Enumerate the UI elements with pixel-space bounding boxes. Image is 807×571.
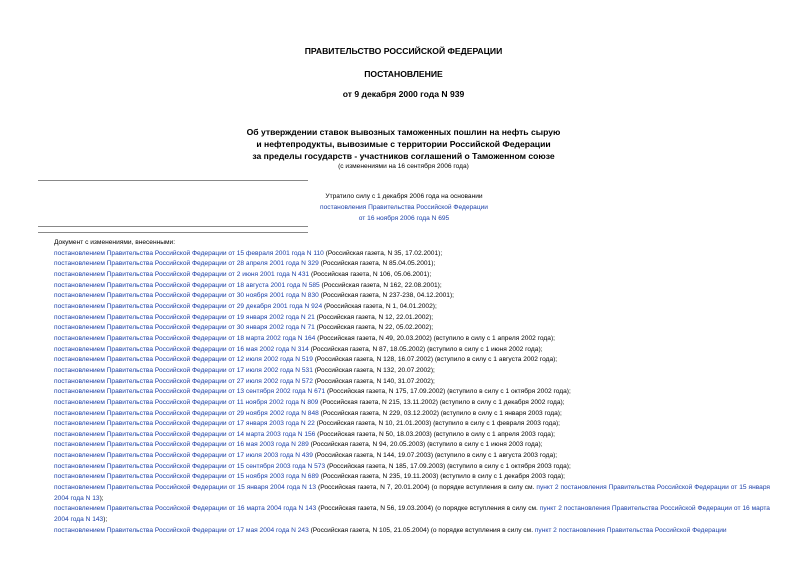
amendment-row: [38, 345, 770, 356]
amendment-tail: );: [103, 516, 108, 524]
amendment-source: (Российская газета, N 215, 13.11.2002) (вступило в силу с 1 декабря 2002 года);: [318, 398, 565, 406]
title-line-1: Об утверждении ставок вывозных таможенных пошлин на нефть сырую: [246, 127, 561, 137]
amendment-row: [38, 472, 770, 483]
amendment-link[interactable]: постановлением Правительства Российской Федерации от 17 июля 2002 года N 531: [54, 366, 313, 374]
amendment-row: [38, 430, 770, 441]
amendment-source: (Российская газета, N 49, 20.03.2002) (вступило в силу с 1 апреля 2002 года);: [315, 334, 555, 342]
amendment-link[interactable]: постановлением Правительства Российской Федерации от 27 июля 2002 года N 572: [54, 377, 313, 385]
amendment-row: [38, 398, 770, 409]
amendment-source: (Российская газета, N 12, 22.01.2002);: [314, 313, 434, 321]
doc-type-heading: ПОСТАНОВЛЕНИЕ: [364, 69, 443, 79]
amendment-clause-link[interactable]: пункт 2 постановления Правительства Российской Федерации от 15 января 2004 года N 13: [54, 484, 770, 502]
amendment-source: (Российская газета, N 87, 18.05.2002) (вступило в силу с 1 июня 2002 года);: [308, 345, 543, 353]
amendment-link[interactable]: постановлением Правительства Российской Федерации от 18 августа 2001 года N 585: [54, 281, 320, 289]
amendment-link[interactable]: постановлением Правительства Российской Федерации от 15 января 2004 года N 13: [54, 484, 317, 492]
amended-note: (с изменениями на 16 сентября 2006 года): [338, 163, 469, 170]
amendment-source: (Российская газета, N 162, 22.08.2001);: [319, 281, 442, 289]
amendment-clause-link[interactable]: пункт 2 постановления Правительства Российской Федерации: [534, 526, 727, 534]
amendment-row: [38, 366, 770, 377]
amendment-row: [38, 451, 770, 462]
amendment-link[interactable]: постановлением Правительства Российской Федерации от 13 сентября 2002 года N 671: [54, 388, 326, 396]
amendment-row: [38, 291, 770, 302]
amendment-source: (Российская газета, N 237-238, 04.12.2001);: [318, 292, 454, 300]
amendment-source: (Российская газета, N 229, 03.12.2002) (вступило в силу с 1 января 2003 года);: [318, 409, 562, 417]
amendment-link[interactable]: постановлением Правительства Российской Федерации от 30 января 2002 года N 71: [54, 324, 315, 332]
amendment-source: (Российская газета, N 140, 31.07.2002);: [312, 377, 435, 385]
changes-intro: Документ с изменениями, внесенными:: [54, 239, 176, 246]
amendment-link[interactable]: постановлением Правительства Российской Федерации от 29 ноября 2002 года N 848: [54, 409, 319, 417]
amendment-source: (Российская газета, N 7, 20.01.2004) (о порядке вступления в силу см.: [316, 484, 537, 492]
amendment-row: [38, 323, 770, 334]
amendment-row: [38, 387, 770, 398]
lost-force-link-line-1[interactable]: постановления Правительства Российской Федерации: [320, 204, 488, 211]
amendment-source: (Российская газета, N 106, 05.06.2001);: [309, 270, 432, 278]
amendment-source: (Российская газета, N 1, 04.01.2002);: [322, 302, 437, 310]
divider-middle-1: [38, 226, 308, 227]
amendment-link[interactable]: постановлением Правительства Российской Федерации от 16 мая 2003 года N 289: [54, 441, 309, 449]
amendment-source: (Российская газета, N 132, 20.07.2002);: [312, 366, 435, 374]
amendment-link[interactable]: постановлением Правительства Российской Федерации от 29 декабря 2001 года N 924: [54, 302, 323, 310]
lost-force-text: Утратило силу с 1 декабря 2006 года на основании: [325, 193, 483, 200]
amendment-row: [38, 259, 770, 270]
changes-list: [38, 238, 770, 536]
amendment-link[interactable]: постановлением Правительства Российской Федерации от 19 января 2002 года N 21: [54, 313, 315, 321]
amendment-row: [38, 526, 770, 537]
amendment-link[interactable]: постановлением Правительства Российской Федерации от 28 апреля 2001 года N 329: [54, 260, 319, 268]
amendment-link[interactable]: постановлением Правительства Российской Федерации от 15 ноября 2003 года N 689: [54, 473, 319, 481]
authority-heading: ПРАВИТЕЛЬСТВО РОССИЙСКОЙ ФЕДЕРАЦИИ: [304, 46, 503, 56]
date-number-heading: от 9 декабря 2000 года N 939: [342, 89, 465, 99]
divider-middle-2: [38, 232, 308, 233]
amendment-row: [38, 462, 770, 473]
amendment-row: [38, 355, 770, 366]
amendment-link[interactable]: постановлением Правительства Российской Федерации от 15 сентября 2003 года N 573: [54, 462, 326, 470]
amendment-source: (Российская газета, N 235, 19.11.2003) (вступило в силу с 1 декабря 2003 года);: [318, 473, 566, 481]
lost-force-note: [300, 191, 508, 224]
amendment-link[interactable]: постановлением Правительства Российской Федерации от 18 марта 2002 года N 164: [54, 334, 316, 342]
amendment-link[interactable]: постановлением Правительства Российской Федерации от 30 ноября 2001 года N 830: [54, 292, 319, 300]
document-title: [0, 126, 807, 162]
amendment-row: [38, 409, 770, 420]
changes-items: [38, 249, 770, 537]
amendment-row: [38, 419, 770, 430]
amendment-source: (Российская газета, N 85.04.05.2001);: [318, 260, 436, 268]
amendment-source: (Российская газета, N 22, 05.02.2002);: [314, 324, 434, 332]
amendment-source: (Российская газета, N 175, 17.09.2002) (вступило в силу с 1 октября 2002 года);: [325, 388, 571, 396]
amendment-link[interactable]: постановлением Правительства Российской Федерации от 16 мая 2002 года N 314: [54, 345, 309, 353]
amendment-source: (Российская газета, N 128, 16.07.2002) (вступило в силу с 1 августа 2002 года);: [312, 356, 558, 364]
amendment-row: [38, 483, 770, 504]
amendment-source: (Российская газета, N 10, 21.01.2003) (вступило в силу с 1 февраля 2003 года);: [314, 420, 561, 428]
amendment-clause-link[interactable]: пункт 2 постановления Правительства Российской Федерации от 16 марта 2004 года N 143: [54, 505, 770, 524]
amendment-row: [38, 249, 770, 260]
amendment-source: (Российская газета, N 56, 19.03.2004) (о порядке вступления в силу см.: [316, 505, 540, 513]
amendment-source: (Российская газета, N 144, 19.07.2003) (вступило в силу с 1 августа 2003 года);: [312, 452, 558, 460]
amendment-row: [38, 377, 770, 388]
amendment-link[interactable]: постановлением Правительства Российской Федерации от 16 марта 2004 года N 143: [54, 505, 317, 513]
amendment-row: [38, 270, 770, 281]
amendment-row: [38, 302, 770, 313]
amendment-source: (Российская газета, N 105, 21.05.2004) (о порядке вступления в силу см.: [308, 526, 535, 534]
amendment-link[interactable]: постановлением Правительства Российской Федерации от 11 ноября 2002 года N 809: [54, 398, 319, 406]
amendment-row: [38, 504, 770, 525]
amendment-row: [38, 281, 770, 292]
amendment-link[interactable]: постановлением Правительства Российской Федерации от 15 февраля 2001 года N 110: [54, 249, 324, 257]
amendment-link[interactable]: постановлением Правительства Российской Федерации от 14 марта 2003 года N 156: [54, 430, 316, 438]
amendment-link[interactable]: постановлением Правительства Российской Федерации от 12 июля 2002 года N 519: [54, 356, 313, 364]
amendment-link[interactable]: постановлением Правительства Российской Федерации от 17 мая 2004 года N 243: [54, 526, 309, 534]
title-line-2: и нефтепродукты, вывозимые с территории Российской Федерации: [256, 139, 551, 149]
amendment-source: (Российская газета, N 185, 17.09.2003) (вступило в силу с 1 октября 2003 года);: [325, 462, 571, 470]
title-line-3: за пределы государств - участников соглашений о Таможенном союзе: [252, 151, 555, 161]
divider-top: [38, 180, 308, 181]
amendment-link[interactable]: постановлением Правительства Российской Федерации от 2 июня 2001 года N 431: [54, 270, 310, 278]
amendment-link[interactable]: постановлением Правительства Российской Федерации от 17 июля 2003 года N 439: [54, 452, 313, 460]
amendment-row: [38, 440, 770, 451]
amendment-row: [38, 334, 770, 345]
amendment-tail: );: [99, 494, 104, 502]
amendment-source: (Российская газета, N 50, 18.03.2003) (вступило в силу с 1 апреля 2003 года);: [315, 430, 555, 438]
amendment-row: [38, 313, 770, 324]
lost-force-link-line-2[interactable]: от 16 ноября 2006 года N 695: [358, 215, 450, 222]
amendment-source: (Российская газета, N 94, 20.05.2003) (вступило в силу с 1 июня 2003 года);: [308, 441, 543, 449]
amendment-source: (Российская газета, N 35, 17.02.2001);: [323, 249, 443, 257]
amendment-link[interactable]: постановлением Правительства Российской Федерации от 17 января 2003 года N 22: [54, 420, 315, 428]
